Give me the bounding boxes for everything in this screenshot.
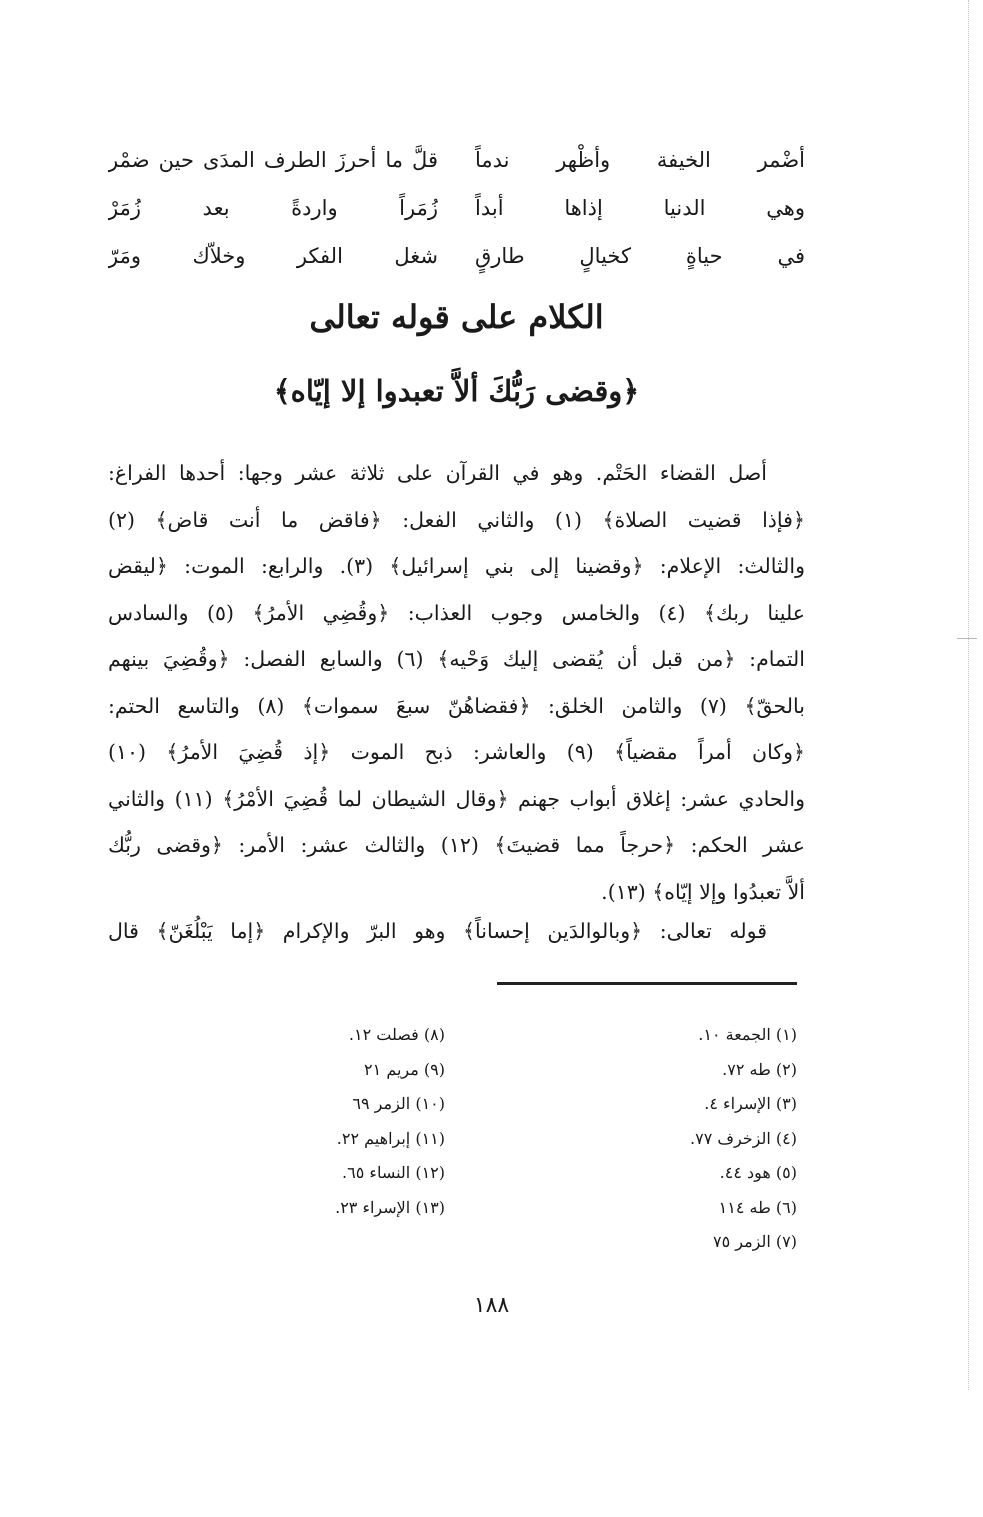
footnote: (٣) الإسراء ٤. [704,1094,797,1113]
paragraph-line: علينا ربك﴾ (٤) والخامس وجوب العذاب: ﴿وقُضِي الأمرُ﴾ (٥) والسادس [108,600,805,625]
paragraph-line: التمام: ﴿من قبل أن يُقضى إليك وَحْيه﴾ (٦) والسابع الفصل: ﴿وقُضِيَ بينهم [108,647,805,671]
footnote: (٨) فصلت ١٢. [348,1025,445,1044]
footnote: (٥) هود ٤٤. [719,1163,797,1182]
footnote: (١٣) الإسراء ٢٣. [335,1197,445,1217]
paragraph-line: ﴿وكان أمراً مقضياً﴾ (٩) والعاشر: ذبح الموت ﴿إذ قُضِيَ الأمرُ﴾ (١٠) [108,740,805,764]
paragraph-line: أصل القضاء الحَتْم. وهو في القرآن على ثلاثة عشر وجها: أحدها الفراغ: [108,461,767,485]
page-number: ١٨٨ [473,1293,510,1318]
footnote: (١١) إبراهيم ٢٢. [336,1128,445,1148]
scan-edge-line [968,0,970,1390]
paragraph-line: بالحقّ﴾ (٧) والثامن الخلق: ﴿فقضاهُنّ سبعَ سموات﴾ (٨) والتاسع الحتم: [108,693,805,718]
verse-left-hemistich: شغل الفكر وخلاّك ومَرّ [108,244,438,268]
body-paragraph-2 [108,908,805,954]
footnote: (٢) طه ٧٢. [722,1059,797,1079]
poem-verse [108,138,805,186]
poem-verse [108,234,805,282]
scan-edge-mark [957,638,977,639]
verse-left-hemistich: زُمَراً واردةً بعد زُمَرْ [108,196,438,220]
verse-heading: ﴿وقضى رَبُّكَ ألاَّ تعبدوا إلا إيّاه﴾ [273,374,640,408]
footnotes-column-right [560,1018,797,1260]
paragraph-line: ﴿فإذا قضيت الصلاة﴾ (١) والثاني الفعل: ﴿فاقض ما أنت قاض﴾ (٢) [108,507,805,532]
body-paragraph [108,450,805,915]
verse-right-hemistich: وهي الدنيا إذاها أبداً [475,196,805,220]
paragraph-line: ألاَّ تعبدُوا وإلا إيّاه﴾ (١٣). [601,879,805,904]
paragraph-line: والثالث: الإعلام: ﴿وقضينا إلى بني إسرائيل﴾ (٣). والرابع: الموت: ﴿ليقض [108,554,805,578]
paragraph-line: والحادي عشر: إغلاق أبواب جهنم ﴿وقال الشيطان لما قُضِيَ الأمْرُ﴾ (١١) والثاني [108,786,805,811]
paragraph-line: قوله تعالى: ﴿وبالوالدَين إحساناً﴾ وهو البرّ والإكرام ﴿إما يَبْلُغَنّ﴾ قال [108,919,767,943]
verse-left-hemistich: قلَّ ما أحرزَ الطرف المدَى حين ضمْر [108,148,438,172]
verse-right-hemistich: في حياةٍ كخيالٍ طارقٍ [475,244,805,268]
poem-verse [108,186,805,234]
poem [108,138,805,282]
footnote: (١٢) النساء ٦٥. [342,1163,445,1182]
verse-right-hemistich: أضْمر الخيفة وأظْهر ندماً [475,148,805,172]
footnote: (٧) الزمر ٧٥ [713,1232,797,1251]
footnote-separator [497,982,797,985]
footnote: (٤) الزخرف ٧٧. [690,1128,797,1148]
footnote: (١) الجمعة ١٠. [698,1025,797,1044]
footnote: (٦) طه ١١٤ [718,1197,797,1217]
footnote: (٩) مريم ٢١ [364,1059,445,1079]
footnotes-column-left [200,1018,445,1225]
paragraph-line: عشر الحكم: ﴿حرجاً مما قضيتَ﴾ (١٢) والثالث عشر: الأمر: ﴿وقضى ربُّك [108,833,805,857]
section-heading: الكلام على قوله تعالى [309,298,604,336]
footnote: (١٠) الزمر ٦٩ [352,1094,445,1113]
